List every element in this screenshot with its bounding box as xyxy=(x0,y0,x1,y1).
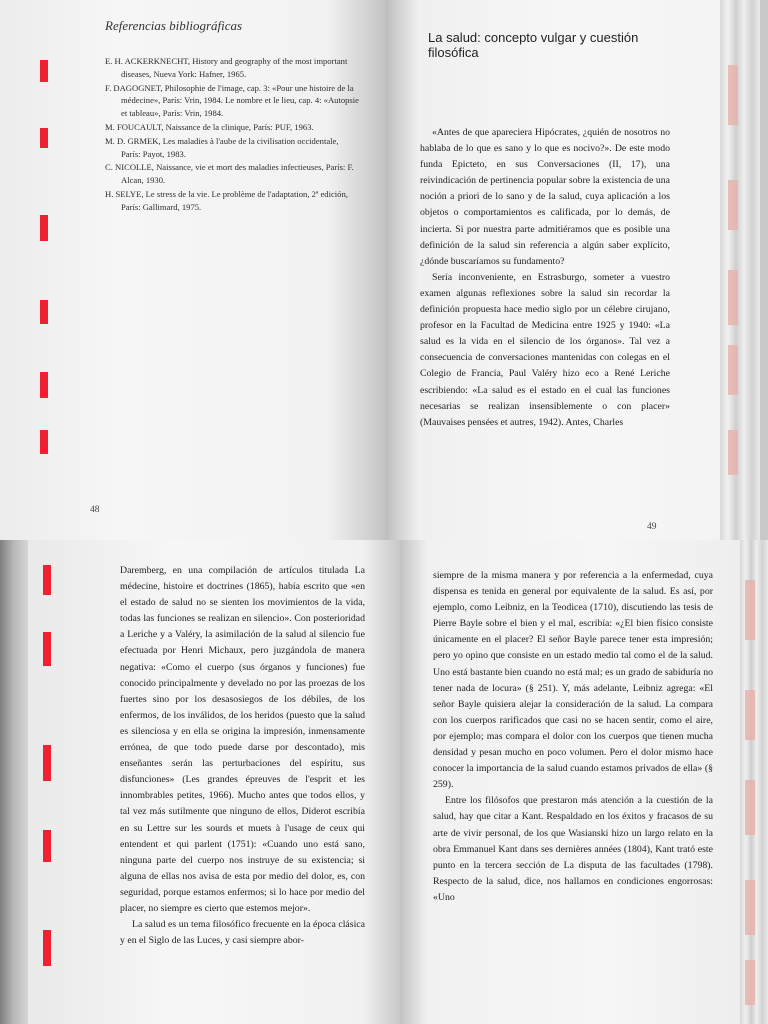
red-flag-marker xyxy=(43,632,51,666)
red-flag-marker xyxy=(40,60,48,82)
paragraph: Sería inconveniente, en Estrasburgo, someter a vuestro examen algunas reflexiones sobre la salud sin recordar la definición propuesta hace medio siglo por un célebre cirujano, profesor en la Facultad de Medicina entre 1925 y 1940: «La salud es la vida en el silencio de los órganos». Tal vez a consecuencia de conversaciones mantenidas con colegas en el Colegio de Francia, Paul Valéry hizo eco a René Leriche escribiendo: «La salud es el estado en el cual las funciones necesarias se realizan insensiblemente o con placer» (Mauvaises pensées et autres, 1942). Antes, Charles xyxy=(420,271,670,428)
bibliography-list xyxy=(105,55,360,215)
red-flag-marker xyxy=(40,128,48,148)
body-text xyxy=(433,568,713,906)
page-number: 48 xyxy=(90,505,100,515)
page-50 xyxy=(28,540,400,1024)
paper-tab-marker xyxy=(745,690,755,740)
paragraph: «Antes de que apareciera Hipócrates, ¿quién de nosotros no hablaba de lo que es sano y lo que es nocivo?». De este modo funda Epicteto, en sus Conversaciones (II, 17), una reivindicación de pertinencia popular sobre la existencia de una noción a priori de lo sano y de la salud, cuya aplicación a los objetos o comportamientos es calificada, por lo demás, de incierta. Si por nuestra parte admitiéramos que es posible una definición de la salud sin referencia a algún saber explícito, ¿dónde buscaríamos su fundamento? xyxy=(420,127,670,267)
red-flag-marker xyxy=(40,215,48,241)
body-text xyxy=(420,125,670,431)
paper-tab-marker xyxy=(728,270,738,325)
paper-tab-marker xyxy=(728,345,738,395)
paper-tab-marker xyxy=(728,180,738,230)
paper-tab-marker xyxy=(745,780,755,835)
bibliography-entry: M. D. GRMEK, Les maladies à l'aube de la civilisation occidentale, París: Payot, 1983. xyxy=(105,135,339,159)
red-flag-marker xyxy=(40,300,48,324)
paragraph: Daremberg, en una compilación de artículos titulada La médecine, histoire et doctrines (1865), había escrito que «en el estado de salud no se sienten los movimientos de la vida, todas las funciones se realizan en silencio». Con posterioridad a Leriche y a Valéry, la asimilación de la salud al silencio fue efectuada por Henri Michaux, pero juzgándola de manera negativa: «Como el cuerpo (sus órganos y funciones) fue conocido principalmente y develado no por las proezas de los fuertes sino por los desasosiegos de los débiles, de los enfermos, de los inválidos, de los heridos (puesto que la salud es silenciosa y en ella se origina la impresión, inmensamente errónea, de que todo puede darse por descontado), mis enseñantes serán las perturbaciones del espíritu, sus disfunciones» (Les grandes épreuves de l'esprit et les innombrables petites, 1966). Mucho antes que todos ellos, y tal vez más sutilmente que ninguno de ellos, Diderot escribía en su Lettre sur les sourds et muets à l'usage de ceux qui entendent et qui parlent (1751): «Cuando uno está sano, ninguna parte del cuerpo nos instruye de su existencia; si alguna de ellas nos avisa de esta por medio del dolor, es, con seguridad, porque estamos enfermos; si lo hace por medio del placer, no siempre es cierto que estemos mejor». xyxy=(120,565,365,914)
red-flag-marker xyxy=(43,745,51,781)
page-edges xyxy=(0,540,28,1024)
bottom-spread xyxy=(0,540,768,1024)
bibliography-entry: M. FOUCAULT, Naissance de la clinique, París: PUF, 1963. xyxy=(105,121,314,132)
bibliography-entry: E. H. ACKERKNECHT, History and geography of the most important diseases, Nueva York: Hafner, 1965. xyxy=(105,56,348,79)
body-text xyxy=(120,563,365,949)
red-flag-marker xyxy=(43,830,51,862)
paper-tab-marker xyxy=(745,960,755,1005)
paper-tab-marker xyxy=(745,580,755,640)
paragraph: siempre de la misma manera y por referencia a la enfermedad, cuya dispensa es tenida en general por equivalente de la salud. Es así, por ejemplo, como Leibniz, en la Teodicea (1710), discutiendo las tesis de Pierre Bayle sobre el bien y el mal, escribía: «¿El bien físico consiste únicamente en el placer? El señor Bayle parece tener esta impresión; pero yo opino que consiste en un estado medio tal como el de la salud. Uno está bastante bien cuando no está mal; es un grado de sabiduría no tener nada de locura» (§ 251). Y, más adelante, Leibniz agrega: «El señor Bayle quisiera alejar la consideración de la salud. La compara con los cuerpos rarificados que casi no se hacen sentir, como el aire, por ejemplo; mas compara el dolor con los cuerpos que tienen mucha densidad y pesan mucho en poco volumen. Pero el dolor mismo hace conocer la importancia de la salud cuando estamos privados de ella» (§ 259). xyxy=(433,570,713,791)
page-51 xyxy=(400,540,740,1024)
running-head: Referencias bibliográficas xyxy=(105,18,243,33)
page-48 xyxy=(0,0,385,540)
page-number: 49 xyxy=(647,522,657,532)
paragraph: Entre los filósofos que prestaron más atención a la cuestión de la salud, hay que citar a Kant. Respaldado en los éxitos y fracasos de su arte de vivir personal, de los que Wasianski hizo un largo relato en la obra Emmanuel Kant dans ses dernières années (1804), Kant trató este punto en la tercera sección de La disputa de las facultades (1798). Respecto de la salud, dice, nos hallamos en condiciones engorrosas: «Uno xyxy=(433,795,713,903)
bibliography-entry: C. NICOLLE, Naissance, vie et mort des maladies infectieuses, París: F. Alcan, 1930. xyxy=(105,162,354,186)
bibliography-entry: F. DAGOGNET, Philosophie de l'image, cap. 3: «Pour une histoire de la médecine», París: Vrin, 1984. Le nombre et le lieu, cap. 4: «Autopsie et tableau», París: Vrin, 1984. xyxy=(105,82,359,119)
red-flag-marker xyxy=(40,430,48,454)
paragraph: La salud es un tema filosófico frecuente en la época clásica y en el Siglo de las Luces, y casi siempre abor- xyxy=(120,919,365,947)
page-49 xyxy=(385,0,720,540)
red-flag-marker xyxy=(40,372,48,398)
red-flag-marker xyxy=(43,930,51,966)
paper-tab-marker xyxy=(745,880,755,935)
bibliography-entry: H. SELYE, Le stress de la vie. Le problème de l'adaptation, 2ª edición, París: Gallimard, 1975. xyxy=(105,188,348,212)
red-flag-marker xyxy=(43,565,51,595)
chapter-title: La salud: concepto vulgar y cuestión filosófica xyxy=(428,30,639,60)
paper-tab-marker xyxy=(728,65,738,125)
paper-tab-marker xyxy=(728,430,738,475)
page-edges xyxy=(720,0,760,540)
